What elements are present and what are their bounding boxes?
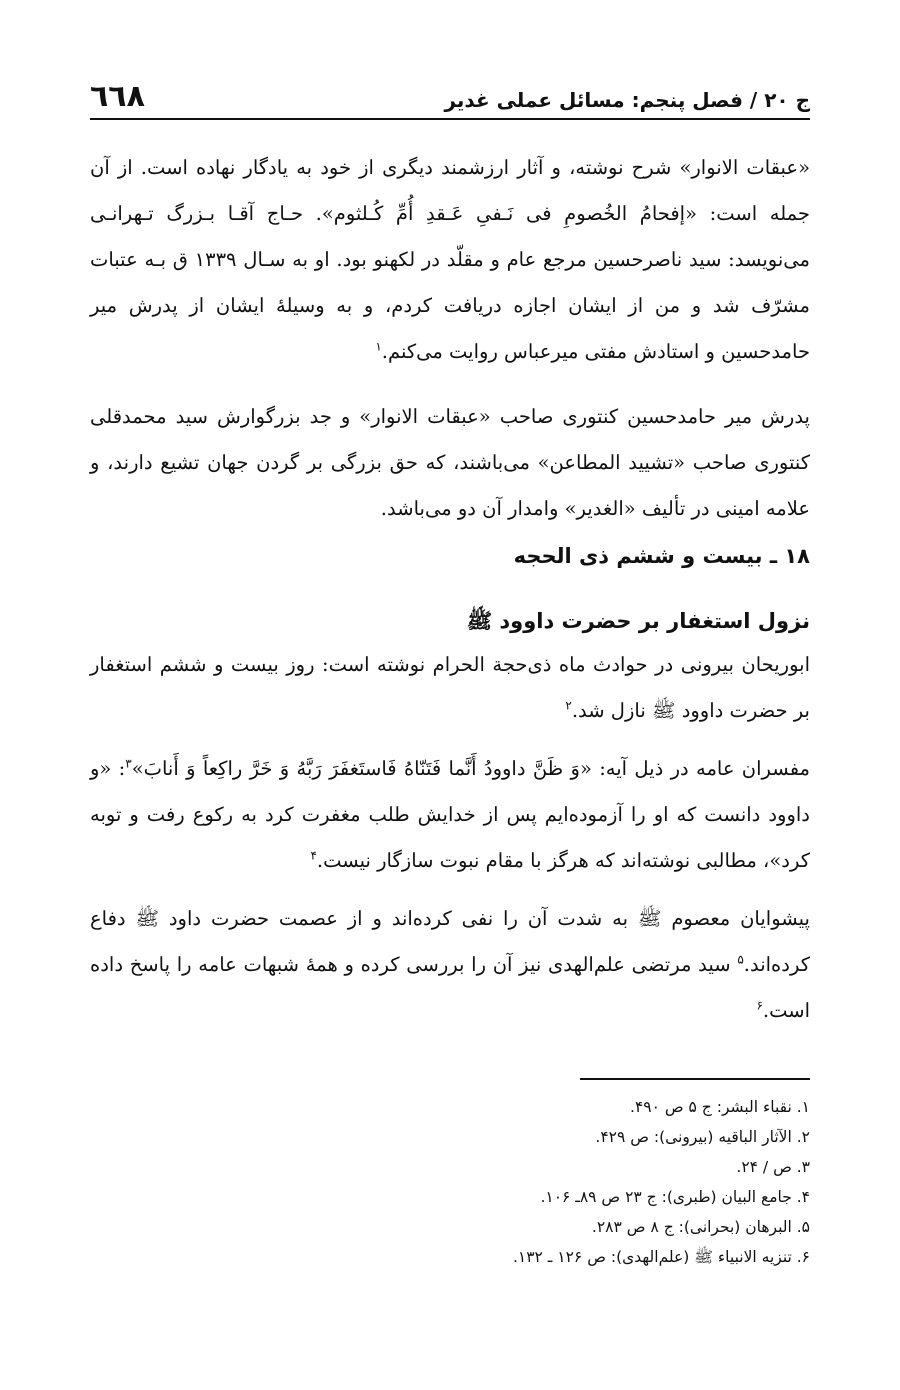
footnote-2: ۲. الآثار الباقیه (بیرونی): ص ۴۲۹. xyxy=(595,1128,810,1146)
footnote-ref-5: ۵ xyxy=(737,952,744,967)
paragraph-1 xyxy=(90,145,810,375)
paragraph-3-text: ابوریحان بیرونی در حوادث ماه ذی‌حجة الحرام نوشته است: روز بیست و ششم استغفار بر حضرت داوود ﷺ نازل شد. xyxy=(90,653,810,722)
footnote-ref-3: ۳ xyxy=(125,756,132,771)
section-heading: ۱۸ ـ بیست و ششم ذی الحجه xyxy=(513,544,810,568)
footnote-5: ۵. البرهان (بحرانی): ج ۸ ص ۲۸۳. xyxy=(591,1218,810,1236)
footnote-6: ۶. تنزیه الانبیاء ﷺ (علم‌الهدی): ص ۱۲۶ ـ ۱۳۲. xyxy=(512,1248,810,1266)
page-number: ٦٦٨ xyxy=(90,79,145,114)
page-header xyxy=(90,60,810,120)
sub-heading: نزول استغفار بر حضرت داوود ﷺ xyxy=(466,609,810,633)
footnote-ref-6: ۶ xyxy=(756,998,763,1013)
paragraph-3 xyxy=(90,642,810,734)
footnote-3: ۳. ص / ۲۴. xyxy=(736,1158,810,1176)
footnote-4: ۴. جامع البیان (طبری): ج ۲۳ ص ۸۹ـ ۱۰۶. xyxy=(540,1188,810,1206)
footnotes-list xyxy=(90,1092,810,1272)
footnote-1: ۱. نقباء البشر: ج ۵ ص ۴۹۰. xyxy=(630,1098,810,1116)
paragraph-1-text: «عبقات الانوار» شرح نوشته، و آثار ارزشمند دیگری از خود به یادگار نهاده است. از آن جمله است: «إفحامُ الخُصومِ فی نَـفیِ عَـقدِ أُمِّ کُـلثوم». حـاج آقـا بـزرگ تـهرانـی می‌نویسد: سید ناصرحسین مرجع عام و مقلّد در لکهنو بود. او به سـال ۱۳۳۹ ق بـه عتبات مشرّف شد و من از ایشان اجازه دریافت کردم، و به وسیلهٔ ایشان از پدرش میر حامدحسین و استادش مفتی میرعباس روایت می‌کنم. xyxy=(90,156,810,363)
paragraph-5-text-b: سید مرتضی علم‌الهدی نیز آن را بررسی کرده و همهٔ شبهات عامه را پاسخ داده است. xyxy=(90,953,810,1022)
paragraph-4-text: : «و داوود دانست که او را آزموده‌ایم پس از خدایش طلب مغفرت کرد به رکوع رفت و توبه کرد»، مطالبی نوشته‌اند که هرگز با مقام نبوت سازگار نیست. xyxy=(90,757,810,872)
paragraph-4 xyxy=(90,746,810,884)
paragraph-5-text-a: پیشوایان معصوم ﷺ به شدت آن را نفی کرده‌اند و از عصمت حضرت داود ﷺ دفاع کرده‌اند. xyxy=(90,907,810,976)
paragraph-2: پدرش میر حامدحسین کنتوری صاحب «عبقات الانوار» و جد بزرگوارش سید محمدقلی کنتوری صاحب «تشیید المطاعن» می‌باشند، که حق بزرگی بر گردن جهان تشیع دارند، و علامه امینی در تألیف «الغدیر» وامدار آن دو می‌باشد. xyxy=(90,405,810,520)
footnote-ref-2: ۲ xyxy=(565,698,572,713)
running-title: ج ۲۰ / فصل پنجم: مسائل عملی غدیر xyxy=(444,88,810,112)
paragraph-4-quote: مفسران عامه در ذیل آیه: «وَ ظَنَّ داوودُ أَنَّما فَتَنّاهُ فَاستَغفَرَ رَبَّهُ وَ خَرَّ راکِعاً وَ أَنابَ» xyxy=(131,757,811,780)
paragraph-5 xyxy=(90,896,810,1034)
footnote-divider xyxy=(580,1078,810,1080)
footnote-ref-4: ۴ xyxy=(310,848,317,863)
footnote-ref-1: ۱ xyxy=(375,339,382,354)
book-page xyxy=(90,60,811,1266)
